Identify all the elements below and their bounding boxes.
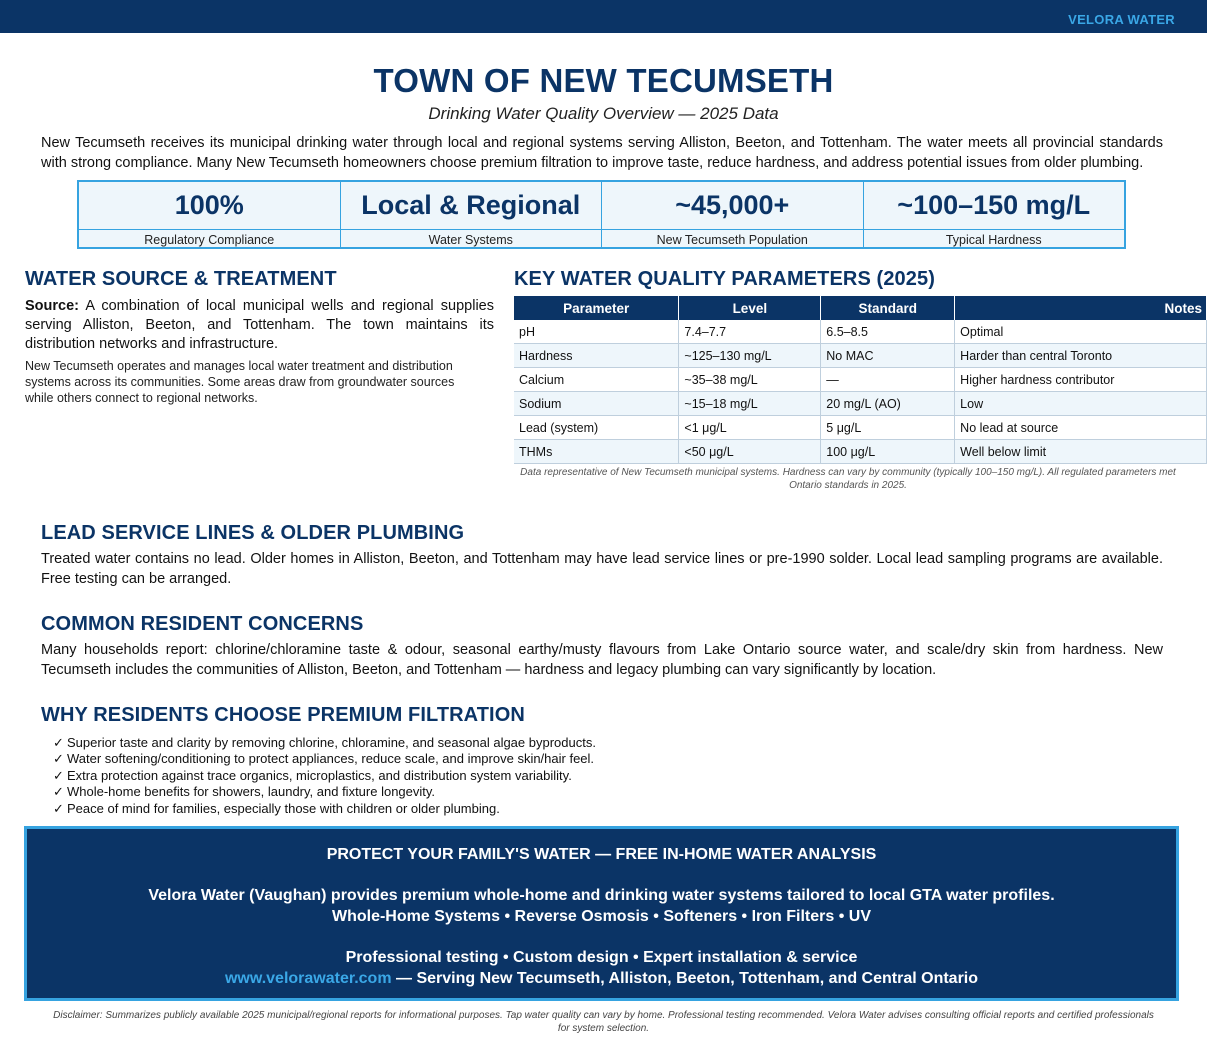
- concerns-heading: COMMON RESIDENT CONCERNS: [41, 613, 364, 635]
- table-footnote: Data representative of New Tecumseth municipal systems. Hardness can vary by community (typically 100–150 mg/L). All regulated parameters met Ontario standards in 2025.: [520, 467, 1176, 491]
- table-cell: Optimal: [955, 320, 1207, 344]
- filtration-list: [53, 735, 596, 817]
- cta-features: Professional testing • Custom design • Expert installation & service: [345, 949, 858, 966]
- table-cell: Sodium: [514, 392, 679, 416]
- table-cell: Harder than central Toronto: [955, 344, 1207, 368]
- table-cell: Higher hardness contributor: [955, 368, 1207, 392]
- list-item-text: Whole-home benefits for showers, laundry, and fixture longevity.: [67, 784, 436, 800]
- table-cell: pH: [514, 320, 679, 344]
- cta-banner: [24, 826, 1179, 1001]
- list-item-text: Water softening/conditioning to protect appliances, reduce scale, and improve skin/hair feel.: [67, 751, 595, 767]
- cta-services: Whole-Home Systems • Reverse Osmosis • Softeners • Iron Filters • UV: [331, 908, 871, 925]
- stat-label: New Tecumseth Population: [602, 229, 863, 250]
- top-banner: [0, 0, 1207, 33]
- table-cell: ~35–38 mg/L: [679, 368, 821, 392]
- table-row: [514, 440, 1207, 464]
- stat-label: Regulatory Compliance: [79, 229, 340, 250]
- list-item: [53, 735, 596, 751]
- table-row: [514, 392, 1207, 416]
- table-cell: No MAC: [821, 344, 955, 368]
- cta-service-area: — Serving New Tecumseth, Alliston, Beeton, Tottenham, and Central Ontario: [391, 970, 979, 987]
- brand-name: VELORA WATER: [1068, 12, 1175, 27]
- cta-heading: PROTECT YOUR FAMILY'S WATER — FREE IN-HOME WATER ANALYSIS: [326, 846, 877, 863]
- stat-population: [602, 182, 864, 247]
- check-icon: ✓: [53, 751, 64, 767]
- source-note: New Tecumseth operates and manages local water treatment and distribution systems across its communities. Some areas draw from groundwater sources while others connect to regional networks.: [25, 359, 455, 405]
- source-lead-text: A combination of local municipal wells and regional supplies serving Alliston, Beeton, and Tottenham. The town maintains its distribution networks and infrastructure.: [25, 298, 494, 352]
- lead-heading: LEAD SERVICE LINES & OLDER PLUMBING: [41, 522, 465, 544]
- stat-value: 100%: [174, 190, 244, 220]
- table-row: [514, 320, 1207, 344]
- check-icon: ✓: [53, 800, 64, 816]
- lead-paragraph: Treated water contains no lead. Older homes in Alliston, Beeton, and Tottenham may have lead service lines or pre-1990 solder. Local lead sampling programs are available. Free testing can be arranged.: [41, 551, 1163, 587]
- website-link[interactable]: www.velorawater.com: [224, 970, 392, 987]
- params-heading: KEY WATER QUALITY PARAMETERS (2025): [514, 268, 935, 290]
- table-cell: Well below limit: [955, 440, 1207, 464]
- list-item: [53, 751, 596, 767]
- table-cell: 7.4–7.7: [679, 320, 821, 344]
- table-cell: ~125–130 mg/L: [679, 344, 821, 368]
- page-subtitle: Drinking Water Quality Overview — 2025 Data: [428, 104, 779, 123]
- table-row: [514, 368, 1207, 392]
- check-icon: ✓: [53, 767, 64, 783]
- list-item-text: Extra protection against trace organics, microplastics, and distribution system variability.: [67, 767, 572, 783]
- table-cell: 100 μg/L: [821, 440, 955, 464]
- page-title: TOWN OF NEW TECUMSETH: [373, 62, 834, 99]
- stat-value: ~45,000+: [675, 190, 790, 220]
- table-row: [514, 344, 1207, 368]
- source-heading: WATER SOURCE & TREATMENT: [25, 268, 337, 290]
- source-lead-label: Source:: [25, 298, 79, 314]
- stats-panel: [77, 180, 1126, 249]
- source-paragraph: [25, 297, 494, 354]
- stat-value: Local & Regional: [361, 190, 581, 220]
- table-cell: ~15–18 mg/L: [679, 392, 821, 416]
- list-item: [53, 768, 596, 784]
- filtration-heading: WHY RESIDENTS CHOOSE PREMIUM FILTRATION: [41, 704, 525, 726]
- table-cell: <1 μg/L: [679, 416, 821, 440]
- check-icon: ✓: [53, 735, 64, 750]
- params-table: [514, 296, 1207, 464]
- column-header: Parameter: [514, 296, 679, 320]
- column-header: Standard: [821, 296, 955, 320]
- table-cell: Lead (system): [514, 416, 679, 440]
- concerns-paragraph: Many households report: chlorine/chloramine taste & odour, seasonal earthy/musty flavours from Lake Ontario source water, and scale/dry skin from hardness. New Tecumseth includes the communities of Alliston, Beeton, and Tottenham — hardness and legacy plumbing can vary significantly by location.: [41, 642, 1163, 678]
- intro-paragraph: New Tecumseth receives its municipal drinking water through local and regional systems serving Alliston, Beeton, and Tottenham. The water meets all provincial standards with strong compliance. Many New Tecumseth homeowners choose premium filtration to improve taste, reduce hardness, and address potential issues from older plumbing.: [41, 135, 1163, 171]
- table-cell: Low: [955, 392, 1207, 416]
- table-row: [514, 416, 1207, 440]
- cta-contact-line: [27, 970, 1176, 988]
- stat-hardness: [864, 182, 1125, 247]
- list-item: [53, 801, 596, 817]
- table-cell: 6.5–8.5: [821, 320, 955, 344]
- table-cell: 5 μg/L: [821, 416, 955, 440]
- column-header: Notes: [955, 296, 1207, 320]
- stat-label: Water Systems: [341, 229, 602, 250]
- stat-label: Typical Hardness: [864, 229, 1125, 250]
- table-cell: Calcium: [514, 368, 679, 392]
- table-header-row: [514, 296, 1207, 320]
- table-cell: Hardness: [514, 344, 679, 368]
- table-cell: <50 μg/L: [679, 440, 821, 464]
- table-cell: THMs: [514, 440, 679, 464]
- table-cell: No lead at source: [955, 416, 1207, 440]
- check-icon: ✓: [53, 784, 64, 800]
- disclaimer: Disclaimer: Summarizes publicly available 2025 municipal/regional reports for informational purposes. Tap water quality can vary by home. Professional testing recommended. Velora Water advises consulting official reports and certified professionals for system selection.: [53, 1010, 1154, 1034]
- cta-description: Velora Water (Vaughan) provides premium whole-home and drinking water systems tailored to local GTA water profiles.: [148, 887, 1055, 904]
- column-header: Level: [679, 296, 821, 320]
- stat-value: ~100–150 mg/L: [897, 190, 1091, 220]
- stat-systems: [341, 182, 603, 247]
- stat-compliance: [79, 182, 341, 247]
- list-item-text: Peace of mind for families, especially those with children or older plumbing.: [67, 800, 500, 816]
- list-item: [53, 784, 596, 800]
- table-cell: —: [821, 368, 955, 392]
- list-item-text: Superior taste and clarity by removing chlorine, chloramine, and seasonal algae byproducts.: [67, 735, 596, 750]
- table-cell: 20 mg/L (AO): [821, 392, 955, 416]
